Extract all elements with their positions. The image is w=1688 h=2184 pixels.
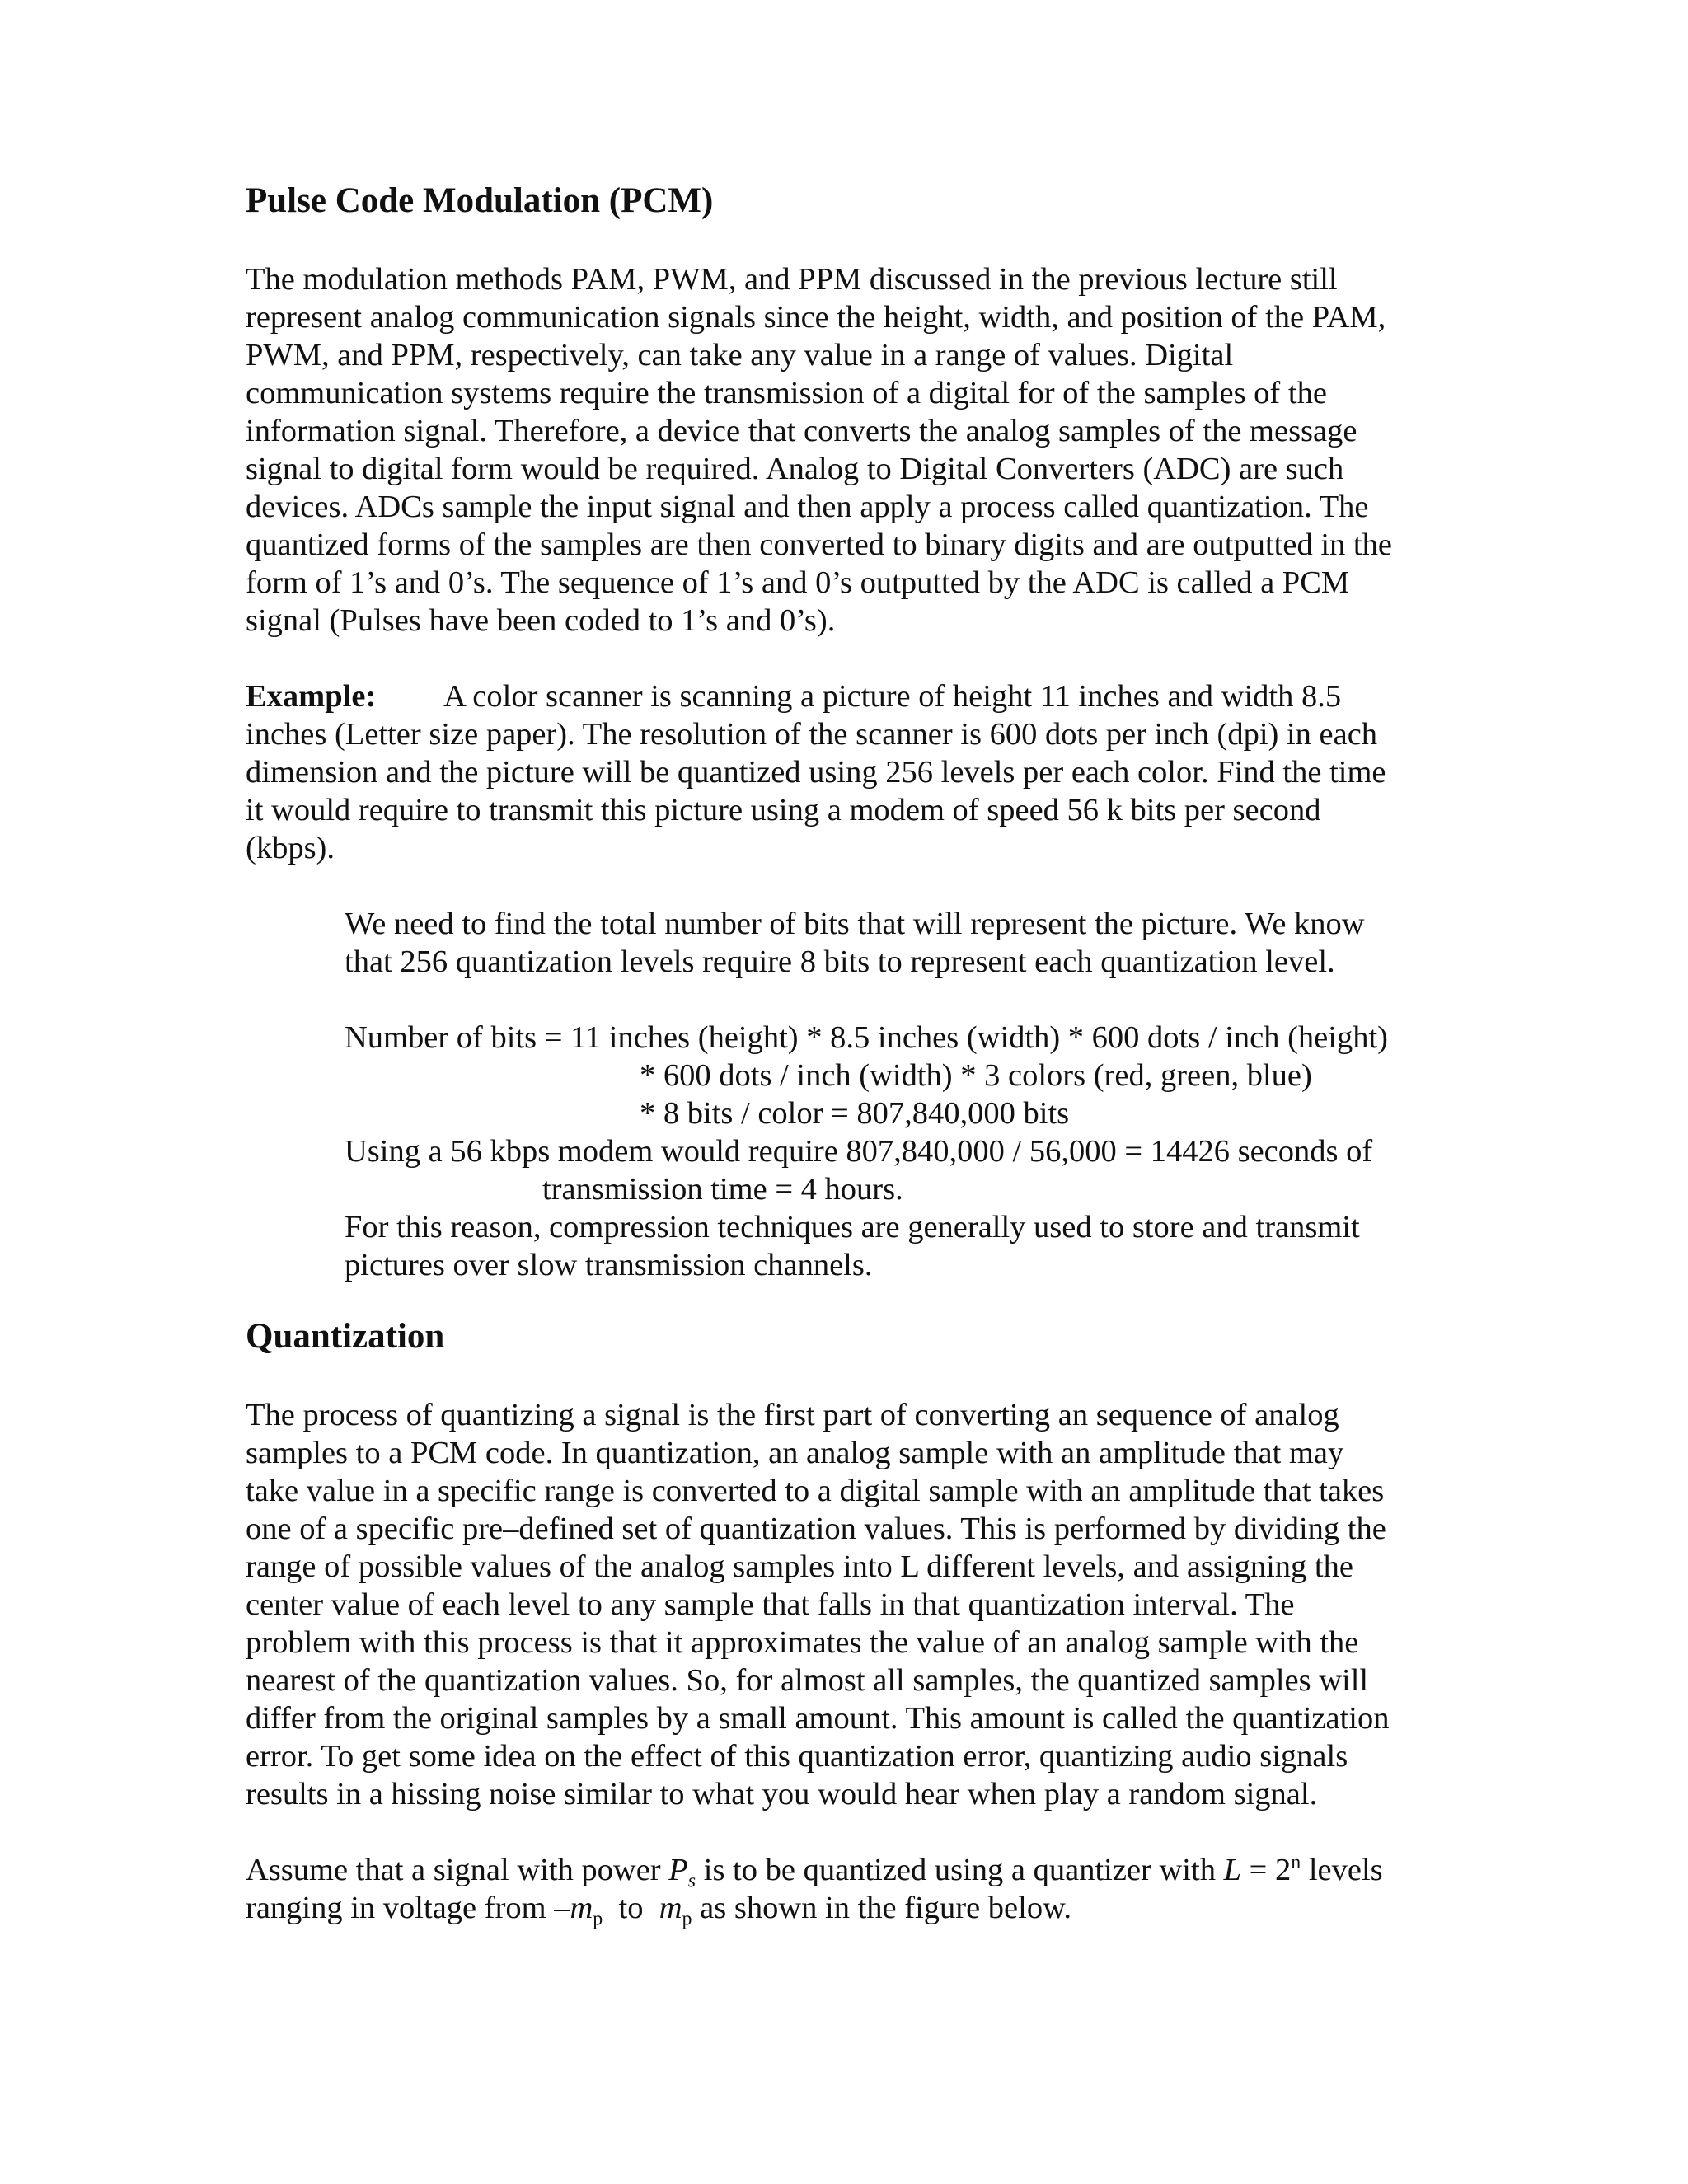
intro-paragraph <box>246 260 1449 640</box>
text-line: center value of each level to any sample that falls in that quantization interval. The <box>246 1587 1295 1622</box>
example-first-line <box>246 677 1449 715</box>
math-subscript-p: p <box>593 1908 603 1930</box>
text-line: We need to find the total number of bits that will represent the picture. We know <box>345 907 1365 941</box>
text-line: For this reason, compression techniques are generally used to store and transmit <box>345 1210 1360 1244</box>
example-solution <box>345 905 1449 1284</box>
text-line: differ from the original samples by a small amount. This amount is called the quantization <box>246 1701 1390 1736</box>
text-line: error. To get some idea on the effect of this quantization error, quantizing audio signals <box>246 1739 1348 1774</box>
text-line: dimension and the picture will be quantized using 256 levels per each color. Find the time <box>246 755 1386 790</box>
text-line: form of 1’s and 0’s. The sequence of 1’s and 0’s outputted by the ADC is called a PCM <box>246 565 1350 600</box>
text-line: problem with this process is that it approximates the value of an analog sample with the <box>246 1625 1359 1660</box>
text-line: PWM, and PPM, respectively, can take any value in a range of values. Digital <box>246 338 1234 373</box>
text-line <box>246 1851 1449 1892</box>
text-line: pictures over slow transmission channels. <box>345 1248 873 1282</box>
text-line: signal (Pulses have been coded to 1’s and 0’s). <box>246 603 836 638</box>
math-subscript-p: p <box>682 1908 692 1930</box>
math-superscript-n: n <box>1291 1852 1301 1874</box>
math-m: m <box>659 1891 682 1925</box>
text-fragment: as shown in the figure below. <box>692 1891 1072 1925</box>
page-title: Pulse Code Modulation (PCM) <box>246 181 714 220</box>
text-line: A color scanner is scanning a picture of height 11 inches and width 8.5 <box>443 679 1342 714</box>
example-label: Example: <box>246 679 377 714</box>
text-line: The process of quantizing a signal is the first part of converting an sequence of analog <box>246 1398 1339 1432</box>
calc-line: Number of bits = 11 inches (height) * 8.5 inches (width) * 600 dots / inch (height) <box>345 1020 1388 1055</box>
calc-line: transmission time = 4 hours. <box>542 1172 903 1207</box>
math-subscript-s: s <box>687 1870 696 1892</box>
example-paragraph <box>246 677 1449 867</box>
text-line: signal to digital form would be required. Analog to Digital Converters (ADC) are such <box>246 452 1344 486</box>
text-fragment: = 2 <box>1241 1853 1292 1887</box>
calc-line: Using a 56 kbps modem would require 807,840,000 / 56,000 = 14426 seconds of <box>345 1134 1373 1169</box>
math-m: m <box>570 1891 593 1925</box>
text-line: it would require to transmit this picture using a modem of speed 56 k bits per second <box>246 793 1321 827</box>
text-fragment: Assume that a signal with power <box>246 1853 669 1887</box>
text-line: range of possible values of the analog samples into L different levels, and assigning the <box>246 1549 1353 1584</box>
text-line: information signal. Therefore, a device that converts the analog samples of the message <box>246 414 1357 448</box>
document-content <box>246 180 1449 1930</box>
text-fragment: levels <box>1301 1853 1383 1887</box>
calculation-block <box>345 1019 1449 1284</box>
text-fragment: to <box>603 1891 659 1925</box>
text-fragment: ranging in voltage from – <box>246 1891 570 1925</box>
math-L: L <box>1223 1853 1241 1887</box>
text-line: communication systems require the transmission of a digital for of the samples of the <box>246 376 1327 410</box>
solution-paragraph <box>345 905 1449 981</box>
quantization-paragraph <box>246 1396 1449 1813</box>
section-heading-quantization: Quantization <box>246 1317 445 1356</box>
text-line: results in a hissing noise similar to what you would hear when play a random signal. <box>246 1777 1318 1811</box>
text-line: devices. ADCs sample the input signal and then apply a process called quantization. The <box>246 490 1369 524</box>
text-line: one of a specific pre–defined set of quantization values. This is performed by dividing the <box>246 1511 1386 1546</box>
text-fragment: is to be quantized using a quantizer with <box>696 1853 1224 1887</box>
text-line: (kbps). <box>246 831 335 865</box>
text-line: take value in a specific range is converted to a digital sample with an amplitude that takes <box>246 1474 1385 1508</box>
text-line: inches (Letter size paper). The resolution of the scanner is 600 dots per inch (dpi) in each <box>246 717 1378 752</box>
calc-line: * 8 bits / color = 807,840,000 bits <box>640 1096 1070 1131</box>
text-line: samples to a PCM code. In quantization, an analog sample with an amplitude that may <box>246 1436 1344 1470</box>
math-P: P <box>668 1853 688 1887</box>
text-line <box>246 1889 1449 1930</box>
text-line: The modulation methods PAM, PWM, and PPM discussed in the previous lecture still <box>246 262 1338 297</box>
calc-line: * 600 dots / inch (width) * 3 colors (red, green, blue) <box>640 1058 1312 1093</box>
text-line: quantized forms of the samples are then converted to binary digits and are outputted in the <box>246 527 1392 562</box>
text-line: nearest of the quantization values. So, for almost all samples, the quantized samples will <box>246 1663 1369 1698</box>
text-line: represent analog communication signals since the height, width, and position of the PAM, <box>246 300 1386 335</box>
text-line: that 256 quantization levels require 8 bits to represent each quantization level. <box>345 944 1335 979</box>
assumption-paragraph <box>246 1851 1449 1930</box>
